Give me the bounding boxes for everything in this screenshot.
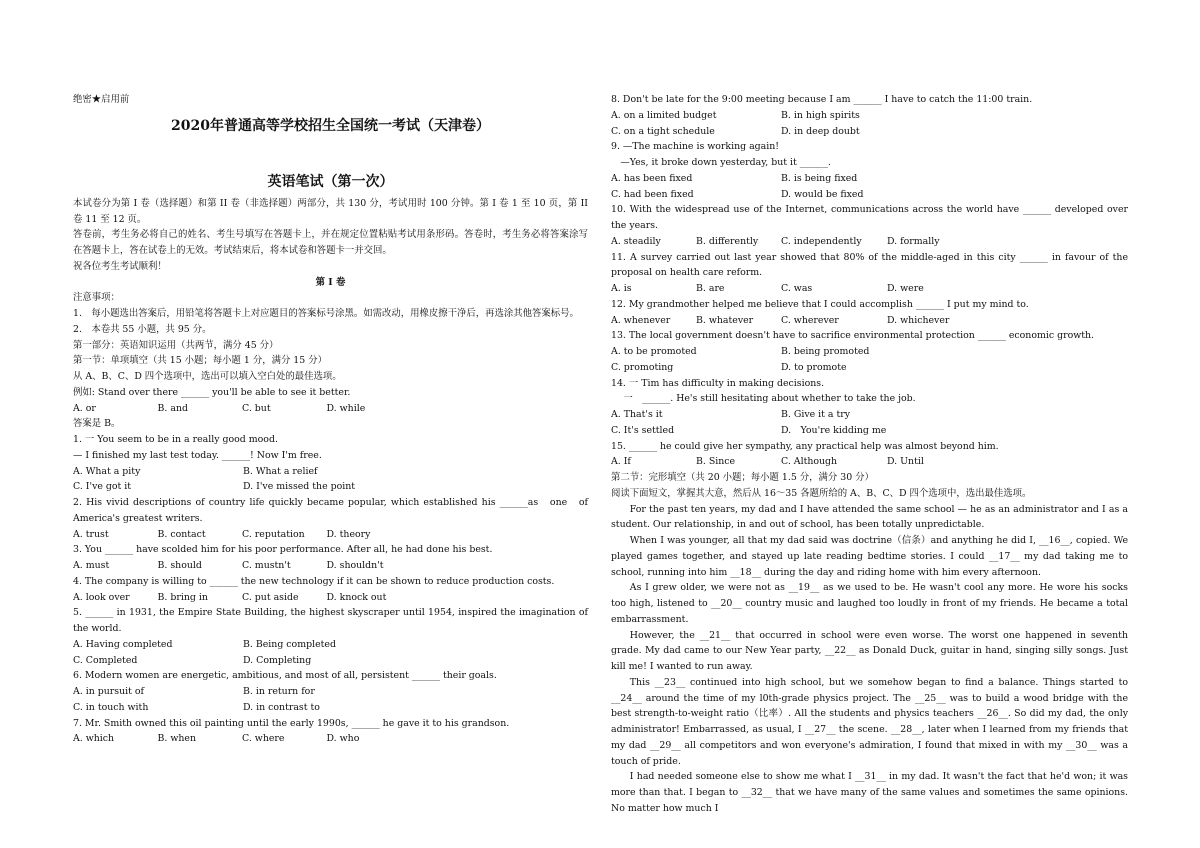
option-row: [611, 423, 1128, 439]
question-stem: 5. ______ in 1931, the Empire State Building, the highest skyscraper until 1954, inspired the imagination of the world.: [73, 607, 588, 634]
option-row: [611, 344, 1128, 360]
answer-option: B. in return for: [243, 686, 315, 697]
question-stem: 4. The company is willing to ______ the new technology if it can be shown to reduce production costs.: [73, 575, 555, 587]
cloze-paragraph: When I was younger, all that my dad said was doctrine（信条）and anything he did I, __16__, copied. We played games together, and stayed up late reading bedtime stories. I could __17__ my dad taking me to school, running into him __18__ during the day and riding home with him every afternoon.: [611, 535, 1128, 578]
question: [73, 605, 588, 668]
question-stem: 8. Don't be late for the 9:00 meeting because I am ______ I have to catch the 11:00 train.: [611, 94, 1033, 105]
answer-option: A. look over: [73, 591, 130, 603]
option-row: [611, 360, 1128, 376]
answer-option: B. whatever: [696, 314, 754, 326]
answer-option: C. independently: [781, 235, 862, 247]
question-stem: —Yes, it broke down yesterday, but it ______.: [611, 157, 831, 168]
question-stem: 15. ______ he could give her sympathy, any practical help was almost beyond him.: [611, 440, 999, 452]
notes-item: 1. 每小题选出答案后，用铅笔将答题卡上对应题目的答案标号涂黑。如需改动，用橡皮擦干净后，再选涂其他答案标号。: [73, 308, 579, 319]
answer-option: A. to be promoted: [611, 346, 697, 357]
question-list: [73, 432, 598, 747]
answer-option: C. on a tight schedule: [611, 125, 715, 137]
question-stem: 13. The local government doesn't have to sacrifice environmental protection ______ economic growth.: [611, 330, 1095, 342]
intro-paragraph: 祝各位考生考试顺利！: [73, 260, 167, 272]
answer-option: D. knock out: [326, 591, 387, 603]
option-row: [611, 407, 1128, 423]
answer-option: B. What a relief: [243, 465, 318, 477]
answer-option: C. Although: [781, 456, 838, 468]
question: [611, 297, 1128, 329]
option-row: [73, 464, 588, 480]
option-row: [73, 684, 588, 700]
question: [73, 495, 598, 542]
cloze-paragraph: However, the __21__ that occurred in school were even worse. The worst one happened in seventh grade. My dad came to our New Year party, __22__ as Donald Duck, guitar in hand, singing silly songs. Just kill me! I wanted to run away.: [611, 629, 1128, 672]
answer-option: D. Until: [887, 456, 924, 468]
option-row: [73, 479, 588, 495]
question: [73, 542, 588, 574]
answer-option: C. was: [781, 283, 813, 294]
answer-option: D. who: [326, 733, 360, 745]
right-column: [611, 92, 1128, 817]
notes-heading: 注意事项：: [73, 292, 120, 304]
question: [73, 668, 588, 715]
answer-option: A. in pursuit of: [73, 686, 144, 697]
cloze-paragraph: As I grew older, we were not as __19__ as we used to be. He wasn't cool any more. He wore his socks too high, listened to __20__ country music and laughed too loudly in front of my friends. He became a total embarrassment.: [611, 582, 1128, 625]
answer-option: A. has been fixed: [611, 172, 693, 184]
answer-option: A. trust: [73, 528, 109, 540]
question-stem: 1. 一 You seem to be in a really good mood.: [73, 434, 278, 445]
left-column: [73, 92, 598, 747]
question-stem: 一 ______. He's still hesitating about whether to take the job.: [611, 393, 916, 405]
answer-option: D. in deep doubt: [781, 125, 860, 137]
question: [73, 574, 588, 606]
answer-option: C. where: [242, 733, 285, 745]
section-heading: 第一节：单项填空（共 15 小题；每小题 1 分，满分 15 分）: [73, 355, 327, 367]
example-answer: 答案是 B。: [73, 418, 121, 430]
option-c: C. but: [242, 402, 271, 414]
section-instruction: 从 A、B、C、D 四个选项中，选出可以填入空白处的最佳选项。: [73, 371, 342, 382]
option-row: [73, 527, 588, 543]
answer-option: C. mustn't: [242, 560, 291, 571]
answer-option: B. are: [696, 283, 725, 294]
part-heading: 第一部分：英语知识运用（共两节，满分 45 分）: [73, 339, 279, 351]
answer-option: B. contact: [157, 528, 206, 540]
question-stem: — I finished my last test today. ______! Now I'm free.: [73, 449, 322, 461]
answer-option: D. Completing: [243, 654, 312, 666]
question: [611, 92, 1128, 139]
answer-option: D. theory: [326, 528, 371, 540]
answer-option: A. is: [611, 283, 632, 294]
answer-option: B. Give it a try: [781, 409, 851, 420]
question-stem: 9. —The machine is working again!: [611, 141, 780, 153]
answer-option: A. on a limited budget: [611, 109, 717, 121]
answer-option: D. in contrast to: [243, 701, 320, 713]
answer-option: A. That's it: [611, 409, 663, 420]
option-row: [73, 731, 588, 747]
answer-option: D. were: [887, 283, 924, 294]
option-row: [73, 653, 588, 669]
question-stem: 14. 一 Tim has difficulty in making decisions.: [611, 377, 825, 389]
question-list: [611, 92, 1128, 470]
cloze-instruction: 阅读下面短文，掌握其大意，然后从 16～35 各题所给的 A、B、C、D 四个选项中，选出最佳选项。: [611, 487, 1032, 499]
notes-item: 2. 本卷共 55 小题，共 95 分。: [73, 323, 212, 335]
answer-option: A. What a pity: [73, 465, 141, 477]
question-stem: 7. Mr. Smith owned this oil painting until the early 1990s, ______ he gave it to his grandson.: [73, 717, 510, 729]
answer-option: D. shouldn't: [326, 560, 384, 571]
question-stem: 6. Modern women are energetic, ambitious, and most of all, persistent ______ their goals.: [73, 670, 497, 682]
answer-option: B. being promoted: [781, 346, 870, 357]
answer-option: B. when: [157, 733, 196, 745]
section-title: 第 I 卷: [315, 276, 346, 288]
question-stem: 2. His vivid descriptions of country life quickly became popular, which established his ______as one of America's greatest writers.: [73, 497, 598, 524]
option-d: D. while: [326, 402, 366, 414]
question-stem: 3. You ______ have scolded him for his poor performance. After all, he had done his best.: [73, 544, 493, 556]
option-row: [611, 234, 1128, 250]
answer-option: B. should: [157, 560, 202, 571]
answer-option: C. put aside: [242, 591, 299, 603]
answer-option: D. I've missed the point: [243, 481, 356, 493]
intro-paragraph: 答卷前，考生务必将自己的姓名、考生号填写在答题卡上，并在规定位置粘贴考试用条形码。答卷时，考生务必将答案涂写在答题卡上，答在试卷上的无效。考试结束后，将本试卷和答题卡一并交回。: [73, 229, 588, 256]
answer-option: C. It's settled: [611, 424, 675, 436]
answer-option: C. had been fixed: [611, 188, 694, 200]
exam-title: 2020年普通高等学校招生全国统一考试（天津卷）: [171, 117, 490, 134]
question: [611, 439, 1128, 471]
option-row: [611, 281, 1128, 297]
answer-option: C. in touch with: [73, 701, 149, 713]
answer-option: A. must: [73, 560, 110, 571]
answer-option: A. Having completed: [73, 638, 173, 650]
answer-option: B. is being fixed: [781, 172, 858, 184]
cloze-heading: 第二节：完形填空（共 20 小题；每小题 1.5 分，满分 30 分）: [611, 472, 874, 483]
exam-subtitle: 英语笔试（第一次）: [267, 173, 394, 190]
answer-option: C. reputation: [242, 528, 305, 540]
question-stem: 12. My grandmother helped me believe that I could accomplish ______ I put my mind to.: [611, 298, 1029, 310]
example-options: [73, 401, 588, 417]
question: [73, 716, 588, 748]
question: [611, 202, 1128, 249]
answer-option: D. You're kidding me: [781, 424, 887, 436]
answer-option: C. Completed: [73, 654, 138, 666]
answer-option: B. Since: [696, 456, 736, 468]
answer-option: D. whichever: [887, 314, 950, 326]
cloze-paragraph: I had needed someone else to show me what I __31__ in my dad. It wasn't the fact that he'd won; it was more than that. I began to __32__ that we have many of the same values and sometimes the same opinions. No matter how much I: [611, 771, 1128, 814]
answer-option: D. would be fixed: [781, 188, 864, 200]
answer-option: B. bring in: [157, 591, 208, 603]
answer-option: A. which: [73, 733, 115, 745]
example-stem: 例如: Stand over there ______ you'll be able to see it better.: [73, 386, 351, 398]
answer-option: A. steadily: [611, 235, 661, 247]
cloze-paragraph: This __23__ continued into high school, but we somehow began to find a balance. Things started to __24__ around the time of my l0th-grade physics project. The __25__ was to build a wood bridge with the best strength-to-weight ratio（比率）. All the students and physics teachers __26__. So did my dad, the only administrator! Embarrassed, as usual, I __27__ the scene. __28__, later when I learned from my friends that my dad __29__ all competitors and won everyone's admiration, I found that mixed in with my __30__ was a touch of pride.: [611, 676, 1128, 767]
option-row: [73, 637, 588, 653]
question-stem: 11. A survey carried out last year showed that 80% of the middle-aged in this city ______ in favour of the proposal on health care reform.: [611, 251, 1128, 279]
question: [611, 328, 1128, 375]
question: [611, 250, 1128, 297]
option-row: [611, 454, 1128, 470]
confidential-label: 绝密★启用前: [73, 94, 130, 105]
answer-option: B. in high spirits: [781, 109, 860, 121]
answer-option: C. I've got it: [73, 481, 132, 493]
option-row: [611, 108, 1128, 124]
answer-option: C. promoting: [611, 361, 674, 373]
answer-option: B. Being completed: [243, 638, 336, 650]
option-a: A. or: [73, 402, 96, 414]
intro-paragraph: 本试卷分为第 I 卷（选择题）和第 II 卷（非选择题）两部分，共 130 分，考试用时 100 分钟。第 I 卷 1 至 10 页，第 II 卷 11 至 12 页。: [73, 197, 588, 225]
answer-option: D. formally: [887, 235, 940, 247]
option-row: [611, 313, 1128, 329]
option-row: [73, 558, 588, 574]
answer-option: A. whenever: [611, 314, 671, 326]
question: [611, 376, 1128, 439]
answer-option: B. differently: [696, 235, 759, 247]
option-row: [73, 700, 588, 716]
cloze-paragraph: For the past ten years, my dad and I have attended the same school — he as an administrator and I as a student. Our relationship, in and out of school, has been totally unpredictable.: [611, 503, 1128, 531]
answer-option: D. to promote: [781, 361, 847, 373]
option-b: B. and: [157, 402, 188, 414]
question-stem: 10. With the widespread use of the Internet, communications across the world have ______ developed over the years.: [611, 204, 1128, 231]
question: [73, 432, 588, 495]
answer-option: A. If: [611, 456, 631, 468]
question: [611, 139, 1128, 202]
answer-option: C. wherever: [781, 314, 839, 326]
option-row: [611, 187, 1128, 203]
option-row: [611, 171, 1128, 187]
option-row: [73, 590, 588, 606]
option-row: [611, 124, 1128, 140]
